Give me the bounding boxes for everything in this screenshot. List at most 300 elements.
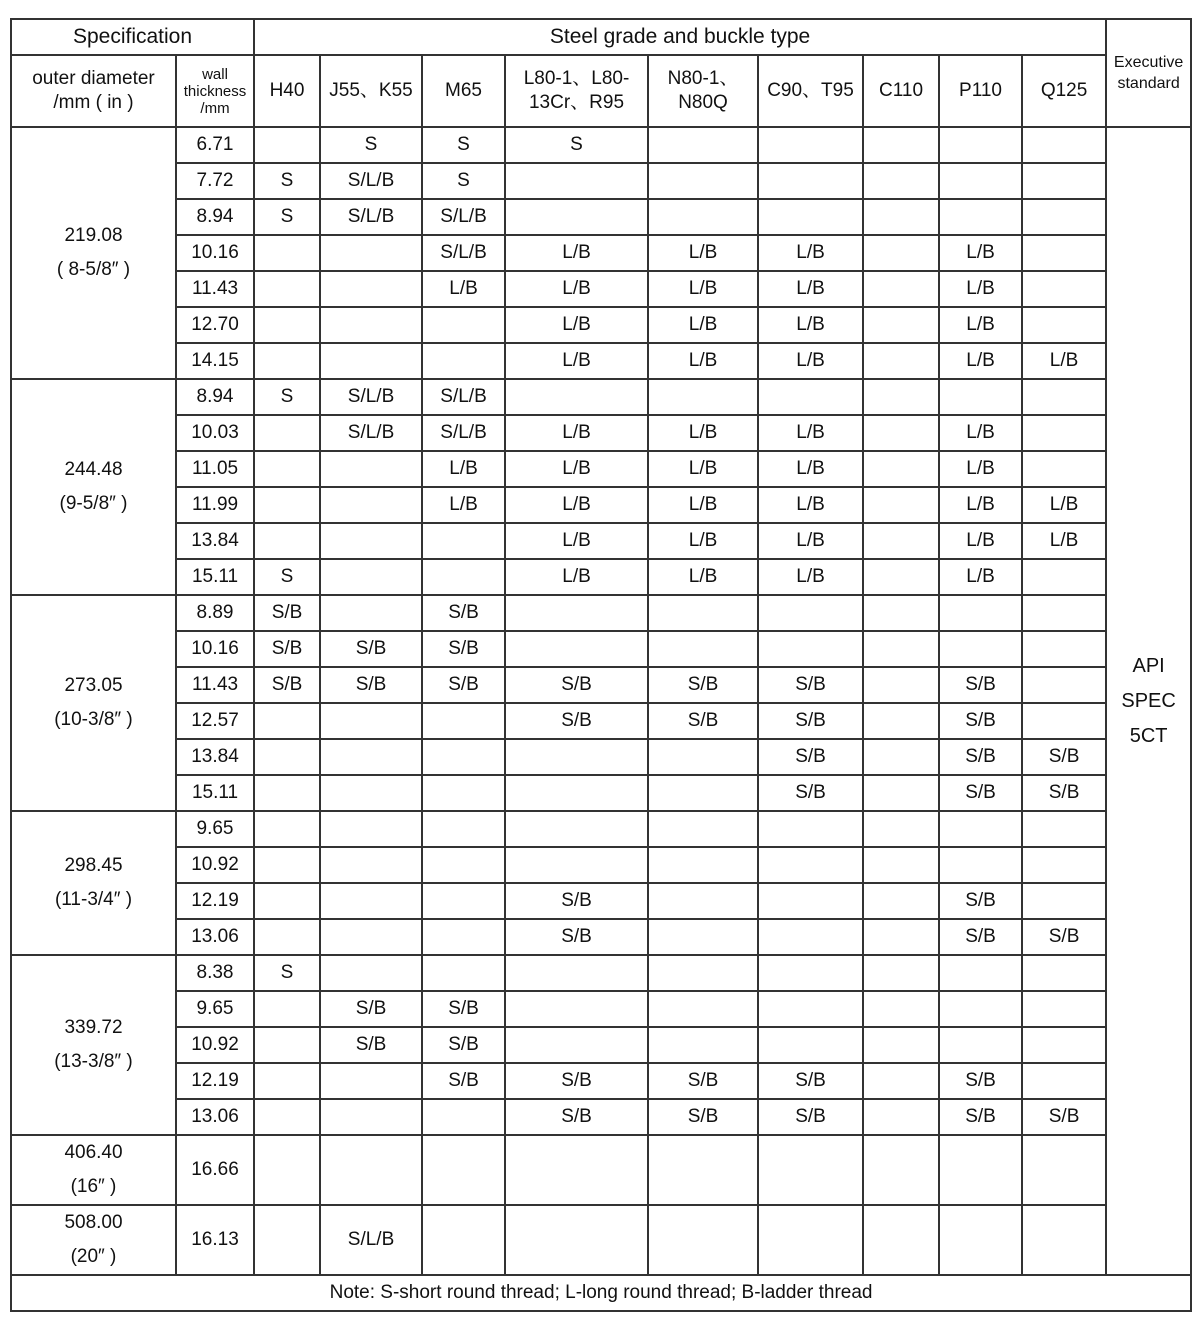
outer-diameter-mm: 339.72	[64, 1017, 123, 1038]
casing-spec-table	[10, 18, 1192, 1312]
thread-type-cell: L/B	[648, 343, 758, 379]
thread-type-cell	[254, 271, 320, 307]
thread-type-cell: S/B	[505, 667, 648, 703]
thread-type-cell: L/B	[1022, 523, 1106, 559]
thread-type-cell	[254, 775, 320, 811]
outer-diameter-inch: ( 8-5/8″ )	[56, 259, 131, 280]
thread-type-cell	[254, 127, 320, 163]
thread-type-cell	[505, 163, 648, 199]
grade-header-line: J55、K55	[329, 80, 413, 101]
outer-diameter-inch: (10-3/8″ )	[54, 709, 133, 730]
outer-diameter-header-line1: outer diameter	[32, 68, 155, 89]
thread-type-cell	[758, 1135, 863, 1205]
outer-diameter-mm: 273.05	[64, 675, 123, 696]
thread-type-cell	[758, 991, 863, 1027]
thread-type-cell	[758, 955, 863, 991]
thread-type-cell: S/B	[939, 919, 1022, 955]
grade-header-line: Q125	[1040, 80, 1088, 101]
thread-type-cell	[505, 1027, 648, 1063]
thread-type-cell: S/B	[648, 1063, 758, 1099]
thread-type-cell	[863, 919, 939, 955]
thread-type-cell: L/B	[505, 559, 648, 595]
grade-header	[758, 55, 863, 127]
outer-diameter-cell	[11, 127, 176, 379]
thread-type-cell: S/B	[505, 883, 648, 919]
thread-type-cell	[863, 883, 939, 919]
table-row	[11, 1027, 1191, 1063]
wall-thickness-cell: 13.84	[176, 523, 254, 559]
thread-type-cell	[939, 955, 1022, 991]
thread-type-cell: S/B	[505, 703, 648, 739]
thread-type-cell	[254, 739, 320, 775]
thread-type-cell	[320, 811, 422, 847]
thread-type-cell: S/B	[254, 631, 320, 667]
thread-type-cell	[863, 559, 939, 595]
thread-type-cell	[505, 1135, 648, 1205]
thread-type-cell	[320, 559, 422, 595]
thread-type-cell: S/B	[1022, 775, 1106, 811]
thread-type-cell	[1022, 163, 1106, 199]
thread-type-cell	[648, 883, 758, 919]
wall-thickness-cell: 11.99	[176, 487, 254, 523]
thread-type-cell	[863, 487, 939, 523]
outer-diameter-cell	[11, 1205, 176, 1275]
thread-type-cell	[320, 1099, 422, 1135]
outer-diameter-cell	[11, 379, 176, 595]
executive-standard-header	[1106, 19, 1191, 127]
thread-type-cell: S/L/B	[320, 199, 422, 235]
thread-type-cell	[648, 919, 758, 955]
wall-thickness-cell: 8.89	[176, 595, 254, 631]
table-row	[11, 307, 1191, 343]
executive-header-line1: Executive	[1113, 54, 1184, 71]
thread-type-cell	[320, 1135, 422, 1205]
thread-type-cell	[863, 1205, 939, 1275]
thread-type-cell	[320, 955, 422, 991]
thread-type-cell	[254, 1205, 320, 1275]
thread-type-cell: L/B	[758, 235, 863, 271]
table-row	[11, 379, 1191, 415]
thread-type-cell	[1022, 415, 1106, 451]
thread-type-cell	[939, 1135, 1022, 1205]
thread-type-cell: S	[254, 559, 320, 595]
thread-type-cell	[939, 811, 1022, 847]
thread-type-cell: S/B	[422, 1063, 505, 1099]
grade-header-line: C110	[879, 80, 924, 101]
thread-type-cell	[758, 631, 863, 667]
thread-type-cell	[758, 595, 863, 631]
table-row	[11, 883, 1191, 919]
thread-type-cell: L/B	[648, 235, 758, 271]
wall-thickness-cell: 16.66	[176, 1135, 254, 1205]
thread-type-cell	[254, 415, 320, 451]
thread-type-cell: L/B	[648, 451, 758, 487]
thread-type-cell	[863, 415, 939, 451]
thread-type-cell: S/B	[758, 1099, 863, 1135]
table-row	[11, 847, 1191, 883]
table-footer	[11, 1275, 1191, 1311]
thread-type-cell	[505, 991, 648, 1027]
thread-type-cell	[863, 1099, 939, 1135]
outer-diameter-mm: 219.08	[64, 225, 123, 246]
thread-type-cell	[505, 847, 648, 883]
thread-type-cell	[320, 487, 422, 523]
thread-type-cell	[939, 163, 1022, 199]
thread-type-cell: L/B	[939, 487, 1022, 523]
wall-thickness-cell: 13.84	[176, 739, 254, 775]
thread-type-cell: S/B	[422, 991, 505, 1027]
thread-type-cell	[863, 631, 939, 667]
header-row-grades	[11, 55, 1191, 127]
thread-type-cell: L/B	[939, 235, 1022, 271]
outer-diameter-mm: 244.48	[64, 459, 123, 480]
executive-standard-cell	[1106, 127, 1191, 1275]
thread-type-cell: S/B	[320, 631, 422, 667]
grade-header-line: N80Q	[678, 92, 728, 113]
thread-type-cell	[1022, 199, 1106, 235]
thread-type-cell	[1022, 235, 1106, 271]
thread-type-cell: S/B	[1022, 739, 1106, 775]
thread-type-cell	[320, 847, 422, 883]
thread-type-cell: L/B	[758, 451, 863, 487]
table-row	[11, 523, 1191, 559]
thread-type-cell: L/B	[505, 487, 648, 523]
thread-type-cell	[422, 1135, 505, 1205]
wall-thickness-cell: 15.11	[176, 775, 254, 811]
thread-type-cell: S/B	[758, 739, 863, 775]
thread-type-cell: S/L/B	[320, 415, 422, 451]
thread-type-cell: S/B	[254, 667, 320, 703]
thread-type-cell: S/B	[648, 1099, 758, 1135]
thread-type-cell: S	[254, 163, 320, 199]
grade-header-line: P110	[959, 80, 1002, 101]
thread-type-cell: S	[254, 199, 320, 235]
wall-header-line1: wall	[202, 65, 228, 83]
thread-type-cell: L/B	[758, 415, 863, 451]
thread-type-cell	[1022, 847, 1106, 883]
thread-type-cell	[648, 631, 758, 667]
wall-header-line2: thickness	[183, 82, 247, 100]
thread-type-cell	[422, 343, 505, 379]
thread-type-cell	[422, 811, 505, 847]
outer-diameter-inch: (11-3/4″ )	[54, 889, 133, 910]
thread-type-cell: L/B	[505, 523, 648, 559]
table-row	[11, 919, 1191, 955]
thread-type-cell	[320, 235, 422, 271]
grade-header	[254, 55, 320, 127]
outer-diameter-header	[11, 55, 176, 127]
thread-type-cell	[320, 307, 422, 343]
thread-type-cell	[1022, 1135, 1106, 1205]
wall-thickness-cell: 6.71	[176, 127, 254, 163]
thread-type-cell	[422, 307, 505, 343]
executive-standard-line: API	[1132, 654, 1165, 677]
table-row	[11, 595, 1191, 631]
thread-type-cell: S/B	[758, 775, 863, 811]
thread-type-cell	[1022, 1205, 1106, 1275]
thread-type-cell: S/B	[939, 883, 1022, 919]
outer-diameter-mm: 298.45	[64, 855, 123, 876]
thread-type-cell	[758, 127, 863, 163]
wall-thickness-cell: 13.06	[176, 1099, 254, 1135]
wall-thickness-cell: 9.65	[176, 991, 254, 1027]
outer-diameter-cell	[11, 955, 176, 1135]
thread-type-cell: S	[505, 127, 648, 163]
thread-type-cell	[254, 235, 320, 271]
outer-diameter-cell	[11, 1135, 176, 1205]
thread-type-cell	[505, 595, 648, 631]
thread-type-cell	[648, 991, 758, 1027]
thread-type-cell: L/B	[939, 343, 1022, 379]
thread-type-cell	[648, 955, 758, 991]
thread-type-cell	[505, 1205, 648, 1275]
wall-thickness-cell: 15.11	[176, 559, 254, 595]
thread-type-cell: S/B	[758, 703, 863, 739]
wall-thickness-cell: 10.16	[176, 631, 254, 667]
thread-type-cell: L/B	[422, 487, 505, 523]
thread-type-cell	[648, 1135, 758, 1205]
thread-type-cell	[758, 379, 863, 415]
thread-type-cell	[648, 127, 758, 163]
table-header	[11, 19, 1191, 127]
thread-type-cell: S/B	[939, 1063, 1022, 1099]
thread-type-cell	[254, 847, 320, 883]
thread-type-cell	[254, 1135, 320, 1205]
thread-type-cell: S	[254, 955, 320, 991]
outer-diameter-inch: (20″ )	[70, 1246, 117, 1267]
thread-type-cell	[863, 991, 939, 1027]
thread-type-cell	[320, 523, 422, 559]
thread-type-cell	[939, 1205, 1022, 1275]
thread-type-cell	[254, 523, 320, 559]
thread-type-cell	[758, 883, 863, 919]
thread-type-cell	[648, 811, 758, 847]
thread-type-cell	[1022, 595, 1106, 631]
thread-type-cell	[1022, 955, 1106, 991]
thread-type-cell	[1022, 883, 1106, 919]
thread-type-cell	[648, 847, 758, 883]
thread-type-cell: S	[254, 379, 320, 415]
thread-type-cell	[320, 883, 422, 919]
thread-type-cell	[422, 559, 505, 595]
table-row	[11, 235, 1191, 271]
thread-type-cell: S/B	[939, 667, 1022, 703]
thread-type-cell	[1022, 559, 1106, 595]
thread-type-cell	[254, 1099, 320, 1135]
thread-type-cell	[1022, 811, 1106, 847]
thread-type-cell	[648, 595, 758, 631]
thread-type-cell: L/B	[939, 271, 1022, 307]
thread-type-cell	[254, 451, 320, 487]
wall-thickness-cell: 11.43	[176, 667, 254, 703]
table-row	[11, 739, 1191, 775]
thread-type-cell: S/L/B	[320, 163, 422, 199]
thread-type-cell: L/B	[758, 559, 863, 595]
outer-diameter-header-line2: /mm ( in )	[53, 92, 134, 113]
wall-thickness-cell: 12.19	[176, 1063, 254, 1099]
thread-type-cell: L/B	[648, 307, 758, 343]
thread-type-cell	[254, 1063, 320, 1099]
wall-thickness-cell: 12.19	[176, 883, 254, 919]
thread-type-cell: L/B	[939, 559, 1022, 595]
thread-type-cell	[422, 883, 505, 919]
wall-thickness-cell: 10.92	[176, 1027, 254, 1063]
thread-type-cell	[863, 343, 939, 379]
thread-type-cell	[648, 739, 758, 775]
thread-type-cell	[422, 523, 505, 559]
thread-type-cell: S/B	[1022, 919, 1106, 955]
thread-type-cell	[863, 667, 939, 703]
thread-type-cell	[320, 703, 422, 739]
thread-type-cell: L/B	[505, 343, 648, 379]
thread-type-cell	[422, 919, 505, 955]
thread-type-cell: L/B	[422, 271, 505, 307]
thread-type-cell	[939, 631, 1022, 667]
grade-header	[422, 55, 505, 127]
thread-type-cell: L/B	[939, 523, 1022, 559]
specification-header: Specification	[11, 19, 254, 55]
thread-type-cell: S/L/B	[422, 415, 505, 451]
thread-type-cell	[863, 271, 939, 307]
wall-thickness-cell: 16.13	[176, 1205, 254, 1275]
thread-type-cell: L/B	[939, 451, 1022, 487]
thread-type-cell: L/B	[758, 487, 863, 523]
thread-type-cell	[648, 1027, 758, 1063]
thread-type-cell: S/B	[939, 1099, 1022, 1135]
grade-header	[648, 55, 758, 127]
thread-type-cell	[320, 271, 422, 307]
table-row	[11, 415, 1191, 451]
thread-type-cell: L/B	[758, 343, 863, 379]
thread-type-cell	[863, 703, 939, 739]
executive-header-line2: standard	[1117, 75, 1180, 92]
thread-type-cell	[254, 1027, 320, 1063]
table-row	[11, 631, 1191, 667]
thread-type-cell	[863, 1027, 939, 1063]
thread-type-cell	[422, 1099, 505, 1135]
thread-type-cell	[1022, 451, 1106, 487]
grade-header-line: C90、T95	[767, 80, 854, 101]
table-body	[11, 127, 1191, 1275]
thread-type-cell: S/B	[320, 1027, 422, 1063]
table-row	[11, 127, 1191, 163]
grade-header-line: M65	[445, 80, 482, 101]
table-row	[11, 955, 1191, 991]
thread-type-cell	[863, 199, 939, 235]
thread-type-cell	[254, 991, 320, 1027]
wall-thickness-cell: 7.72	[176, 163, 254, 199]
thread-type-cell	[863, 1063, 939, 1099]
thread-type-cell: L/B	[648, 523, 758, 559]
thread-type-cell: S/B	[939, 775, 1022, 811]
thread-type-cell	[320, 1063, 422, 1099]
grade-header-line: H40	[269, 80, 305, 101]
wall-thickness-cell: 11.43	[176, 271, 254, 307]
table-row	[11, 487, 1191, 523]
thread-type-cell: S/B	[1022, 1099, 1106, 1135]
thread-type-cell	[1022, 271, 1106, 307]
outer-diameter-inch: (13-3/8″ )	[54, 1051, 133, 1072]
thread-type-cell	[1022, 991, 1106, 1027]
thread-type-cell	[863, 235, 939, 271]
table-row	[11, 1135, 1191, 1205]
table-row	[11, 775, 1191, 811]
thread-type-cell: L/B	[648, 415, 758, 451]
thread-type-cell	[422, 1205, 505, 1275]
thread-type-cell	[505, 739, 648, 775]
thread-type-cell: S/B	[254, 595, 320, 631]
thread-type-cell: S/L/B	[422, 379, 505, 415]
thread-type-cell	[648, 1205, 758, 1275]
thread-type-cell	[863, 739, 939, 775]
thread-type-cell	[320, 343, 422, 379]
thread-type-cell	[648, 379, 758, 415]
thread-type-cell	[505, 775, 648, 811]
thread-type-cell	[863, 127, 939, 163]
thread-type-cell: S/B	[422, 595, 505, 631]
grade-header	[320, 55, 422, 127]
thread-type-cell	[758, 1205, 863, 1275]
thread-type-cell	[863, 775, 939, 811]
thread-type-cell: S/L/B	[422, 235, 505, 271]
thread-type-cell	[1022, 1063, 1106, 1099]
thread-type-cell	[254, 487, 320, 523]
thread-type-cell	[863, 847, 939, 883]
thread-type-cell	[422, 739, 505, 775]
wall-thickness-cell: 8.94	[176, 379, 254, 415]
thread-type-cell: S/B	[939, 739, 1022, 775]
thread-type-cell	[422, 955, 505, 991]
thread-type-cell: S/B	[320, 667, 422, 703]
thread-type-cell	[758, 847, 863, 883]
thread-type-cell: L/B	[505, 235, 648, 271]
grade-header	[863, 55, 939, 127]
thread-type-cell	[939, 595, 1022, 631]
thread-type-cell: S/B	[758, 667, 863, 703]
thread-type-cell: L/B	[939, 307, 1022, 343]
thread-type-cell: L/B	[648, 559, 758, 595]
table-row	[11, 1099, 1191, 1135]
wall-thickness-cell: 11.05	[176, 451, 254, 487]
thread-type-cell	[863, 523, 939, 559]
thread-type-cell: S/B	[505, 1063, 648, 1099]
thread-type-cell: S/B	[939, 703, 1022, 739]
table-row	[11, 667, 1191, 703]
grade-header-line: L80-1、L80-	[523, 68, 630, 89]
thread-type-cell	[939, 847, 1022, 883]
executive-standard-line: SPEC	[1121, 689, 1176, 712]
thread-type-cell	[758, 199, 863, 235]
executive-standard-line: 5CT	[1129, 724, 1168, 747]
table-row	[11, 811, 1191, 847]
wall-thickness-cell: 13.06	[176, 919, 254, 955]
thread-type-cell	[505, 379, 648, 415]
wall-thickness-cell: 10.16	[176, 235, 254, 271]
thread-type-cell	[505, 199, 648, 235]
thread-type-cell: L/B	[648, 487, 758, 523]
thread-type-cell	[1022, 1027, 1106, 1063]
thread-type-cell	[1022, 667, 1106, 703]
thread-type-cell	[505, 955, 648, 991]
grade-header	[505, 55, 648, 127]
thread-type-cell	[320, 739, 422, 775]
thread-type-cell: L/B	[505, 271, 648, 307]
table-row	[11, 163, 1191, 199]
thread-type-cell	[939, 379, 1022, 415]
thread-type-cell	[254, 919, 320, 955]
wall-thickness-cell: 8.38	[176, 955, 254, 991]
thread-type-cell	[320, 919, 422, 955]
